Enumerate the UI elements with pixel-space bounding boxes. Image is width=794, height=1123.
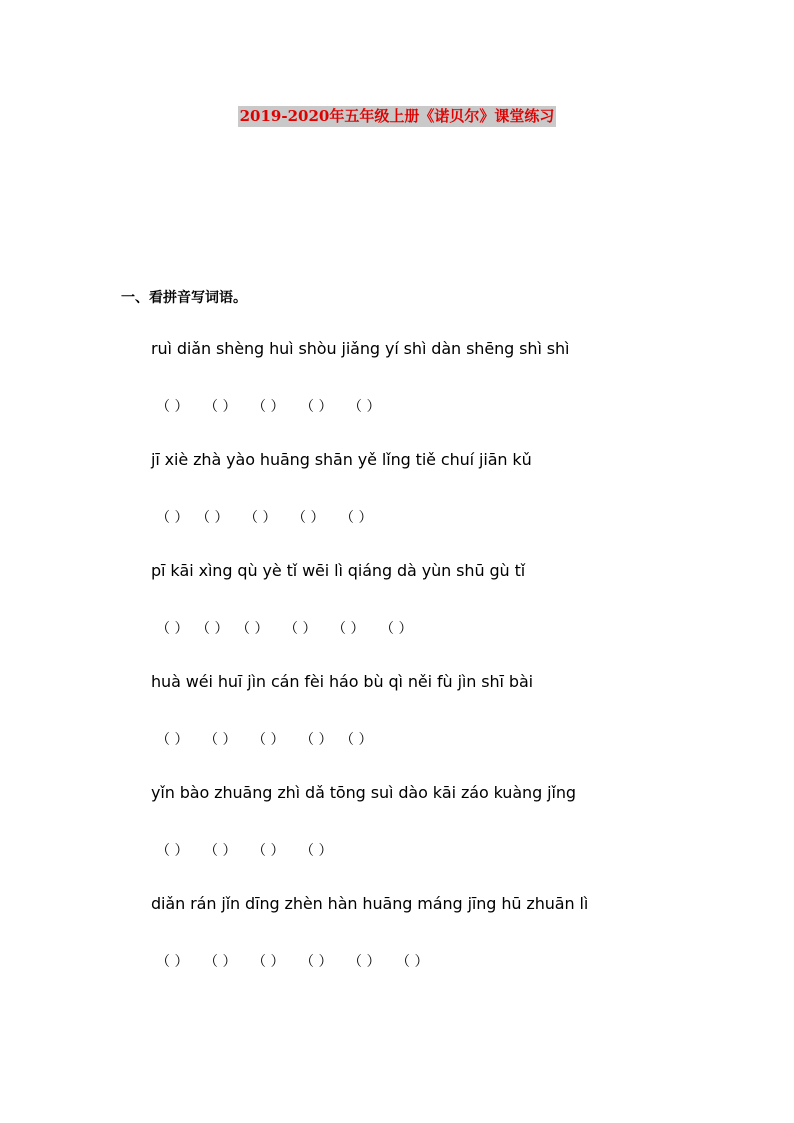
answer-blank: （ ）	[156, 732, 189, 748]
pinyin-line: ruì diǎn shèng huì shòu jiǎng yí shì dàn shēng shì shì	[151, 339, 570, 358]
answer-blank: （ ）	[340, 732, 373, 748]
answer-blank: （ ）	[380, 621, 413, 637]
answer-blank: （ ）	[252, 732, 285, 748]
answer-blanks	[151, 397, 751, 449]
section-heading: 一、看拼音写词语。	[121, 290, 247, 306]
answer-blank: （ ）	[236, 621, 269, 637]
pinyin-line: huà wéi huī jìn cán fèi háo bù qì něi fù jìn shī bài	[151, 672, 533, 691]
exercise-row-3	[151, 560, 751, 671]
exercise-row-1	[151, 338, 751, 449]
answer-blank: （ ）	[300, 399, 333, 415]
answer-blank: （ ）	[204, 843, 237, 859]
answer-blank: （ ）	[196, 510, 229, 526]
answer-blank: （ ）	[252, 954, 285, 970]
answer-blank: （ ）	[156, 621, 189, 637]
exercise-row-6	[151, 893, 751, 1004]
answer-blanks	[151, 952, 751, 1004]
answer-blank: （ ）	[252, 399, 285, 415]
answer-blank: （ ）	[156, 510, 189, 526]
answer-blank: （ ）	[284, 621, 317, 637]
answer-blank: （ ）	[156, 954, 189, 970]
answer-blank: （ ）	[196, 621, 229, 637]
title-container	[0, 106, 794, 127]
answer-blanks	[151, 508, 751, 560]
pinyin-line: diǎn rán jǐn dīng zhèn hàn huāng máng jīng hū zhuān lì	[151, 894, 589, 913]
document-title: 2019-2020年五年级上册《诺贝尔》课堂练习	[239, 107, 555, 125]
exercise-row-4	[151, 671, 751, 782]
answer-blank: （ ）	[292, 510, 325, 526]
answer-blanks	[151, 841, 751, 893]
answer-blank: （ ）	[244, 510, 277, 526]
answer-blank: （ ）	[396, 954, 429, 970]
answer-blank: （ ）	[204, 732, 237, 748]
answer-blank: （ ）	[348, 954, 381, 970]
answer-blank: （ ）	[340, 510, 373, 526]
pinyin-exercise	[151, 338, 751, 1004]
pinyin-line: yǐn bào zhuāng zhì dǎ tōng suì dào kāi záo kuàng jǐng	[151, 783, 576, 802]
answer-blanks	[151, 619, 751, 671]
answer-blank: （ ）	[348, 399, 381, 415]
exercise-row-2	[151, 449, 751, 560]
answer-blank: （ ）	[204, 399, 237, 415]
answer-blanks	[151, 730, 751, 782]
answer-blank: （ ）	[156, 399, 189, 415]
answer-blank: （ ）	[156, 843, 189, 859]
pinyin-line: pī kāi xìng qù yè tǐ wēi lì qiáng dà yùn shū gù tǐ	[151, 561, 526, 580]
exercise-row-5	[151, 782, 751, 893]
answer-blank: （ ）	[204, 954, 237, 970]
answer-blank: （ ）	[300, 732, 333, 748]
answer-blank: （ ）	[332, 621, 365, 637]
answer-blank: （ ）	[252, 843, 285, 859]
pinyin-line: jī xiè zhà yào huāng shān yě lǐng tiě chuí jiān kǔ	[151, 450, 532, 469]
answer-blank: （ ）	[300, 954, 333, 970]
answer-blank: （ ）	[300, 843, 333, 859]
